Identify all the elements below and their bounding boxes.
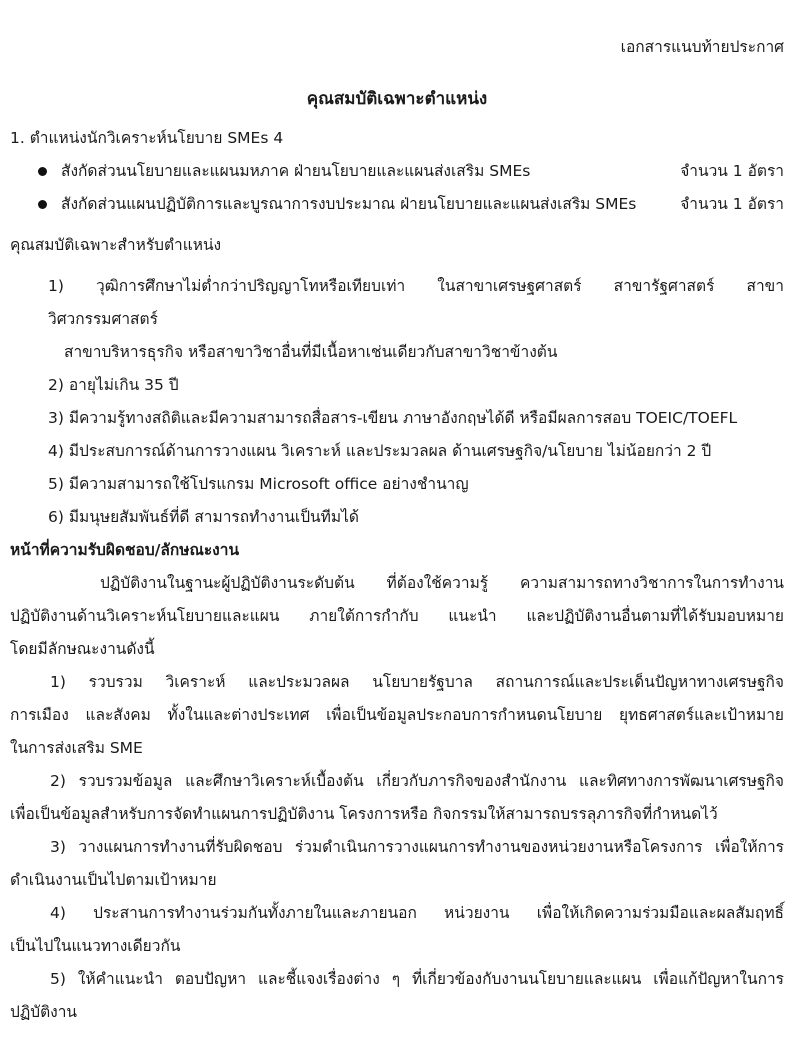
duty-item-line: ปฏิบัติงาน: [10, 1003, 78, 1021]
duty-item-line: ดำเนินงานเป็นไปตามเป้าหมาย: [10, 871, 217, 889]
unit-name: สังกัดส่วนนโยบายและแผนมหภาค ฝ่ายนโยบายและแผนส่งเสริม SMEs: [61, 162, 531, 180]
duty-item-line: การเมือง และสังคม ทั้งในและต่างประเทศ เพื่อเป็นข้อมูลประกอบการกำหนดนโยบาย ยุทธศาสตร์และเป้าหมาย: [10, 706, 784, 724]
position-heading: 1. ตำแหน่งนักวิเคราะห์นโยบาย SMEs 4: [10, 129, 284, 147]
qualification-item-line: 4) มีประสบการณ์ด้านการวางแผน วิเคราะห์ และประมวลผล ด้านเศรษฐกิจ/นโยบาย ไม่น้อยกว่า 2 ปี: [48, 442, 712, 460]
unit-row: [38, 188, 784, 221]
qualifications-heading: คุณสมบัติเฉพาะสำหรับตำแหน่ง: [10, 236, 222, 254]
unit-name: สังกัดส่วนแผนปฏิบัติการและบูรณาการงบประมาณ ฝ่ายนโยบายและแผนส่งเสริม SMEs: [61, 195, 637, 213]
duty-item-line: 2) รวบรวมข้อมูล และศึกษาวิเคราะห์เบื้องต้น เกี่ยวกับภารกิจของสำนักงาน และทิศทางการพัฒนาเศรษฐกิจ: [50, 772, 784, 790]
duties-intro-line: โดยมีลักษณะงานดังนี้: [10, 640, 155, 658]
duties-intro: [10, 567, 784, 666]
duty-item-line: 5) ให้คำแนะนำ ตอบปัญหา และชี้แจงเรื่องต่าง ๆ ที่เกี่ยวข้องกับงานนโยบายและแผน เพื่อแก้ปัญหาในการ: [50, 970, 784, 988]
duty-item-line: ในการส่งเสริม SME: [10, 739, 143, 757]
unit-count: จำนวน 1 อัตรา: [680, 195, 784, 213]
duty-item-line: 4) ประสานการทำงานร่วมกันทั้งภายในและภายนอก หน่วยงาน เพื่อให้เกิดความร่วมมือและผลสัมฤทธิ์: [50, 904, 784, 922]
duty-item-line: เพื่อเป็นข้อมูลสำหรับการจัดทำแผนการปฏิบัติงาน โครงการหรือ กิจกรรมให้สามารถบรรลุภารกิจที่กำหนดไว้: [10, 805, 718, 823]
qualifications-list: [10, 270, 784, 534]
unit-count: จำนวน 1 อัตรา: [680, 162, 784, 180]
duty-item-line: 1) รวบรวม วิเคราะห์ และประมวลผล นโยบายรัฐบาล สถานการณ์และประเด็นปัญหาทางเศรษฐกิจ: [50, 673, 784, 691]
unit-row: [38, 155, 784, 188]
bullet-icon: [38, 200, 47, 209]
qualification-item-line: 3) มีความรู้ทางสถิติและมีความสามารถสื่อสาร-เขียน ภาษาอังกฤษได้ดี หรือมีผลการสอบ TOEIC/TOEFL: [48, 409, 738, 427]
qualification-item-line: 6) มีมนุษยสัมพันธ์ที่ดี สามารถทำงานเป็นทีมได้: [48, 508, 359, 526]
header-note: เอกสารแนบท้ายประกาศ: [620, 38, 784, 56]
duties-intro-line: ปฏิบัติงานในฐานะผู้ปฏิบัติงานระดับต้น ที่ต้องใช้ความรู้ ความสามารถทางวิชาการในการทำงาน: [100, 574, 784, 592]
page-title: คุณสมบัติเฉพาะตำแหน่ง: [306, 89, 488, 109]
duty-item-line: 3) วางแผนการทำงานที่รับผิดชอบ ร่วมดำเนินการวางแผนการทำงานของหน่วยงานหรือโครงการ เพื่อให้การ: [50, 838, 784, 856]
qualification-item-line: 5) มีความสามารถใช้โปรแกรม Microsoft office อย่างชำนาญ: [48, 475, 469, 493]
qualification-item-line: 2) อายุไม่เกิน 35 ปี: [48, 376, 179, 394]
duty-item-line: เป็นไปในแนวทางเดียวกัน: [10, 937, 181, 955]
duties-intro-line: ปฏิบัติงานด้านวิเคราะห์นโยบายและแผน ภายใต้การกำกับ แนะนำ และปฏิบัติงานอื่นตามที่ได้รับมอบหมาย: [10, 607, 784, 625]
bullet-icon: [38, 167, 47, 176]
qualification-item-line: สาขาบริหารธุรกิจ หรือสาขาวิชาอื่นที่มีเนื้อหาเช่นเดียวกับสาขาวิชาข้างต้น: [64, 343, 558, 361]
duties-heading: หน้าที่ความรับผิดชอบ/ลักษณะงาน: [10, 541, 240, 559]
qualification-item-line: 1) วุฒิการศึกษาไม่ต่ำกว่าปริญญาโทหรือเทียบเท่า ในสาขาเศรษฐศาสตร์ สาขารัฐศาสตร์ สาขาวิศวกรรมศาสตร์: [48, 277, 784, 328]
duties-list: [10, 666, 784, 1029]
